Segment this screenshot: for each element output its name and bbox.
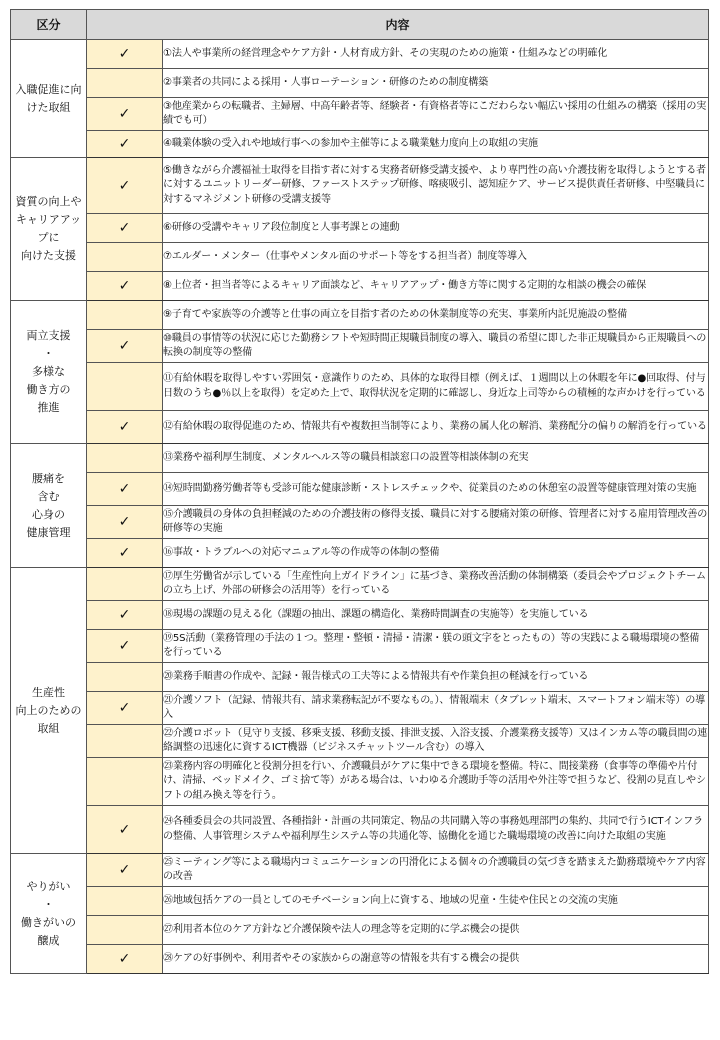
check-cell bbox=[87, 363, 163, 411]
table-row bbox=[11, 506, 709, 539]
category-label-line: 心身の bbox=[32, 507, 65, 521]
item-text: ⑰厚生労働省が示している「生産性向上ガイドライン」に基づき、業務改善活動の体制構築（委員会やプロジェクトチームの立ち上げ、外部の研修会の活用等）を行っている bbox=[163, 568, 709, 601]
table-row bbox=[11, 272, 709, 301]
table-row bbox=[11, 214, 709, 243]
checkmark-icon: ✓ bbox=[118, 700, 131, 716]
category-label-line: 取組 bbox=[37, 721, 60, 735]
category-label-line: 働き方の bbox=[26, 383, 71, 396]
checkmark-icon: ✓ bbox=[118, 338, 131, 354]
item-text: ⑱現場の課題の見える化（課題の抽出、課題の構造化、業務時間調査の実施等）を実施している bbox=[163, 601, 709, 630]
item-text: ⑨子育てや家族等の介護等と仕事の両立を目指す者のための休業制度等の充実、事業所内託児施設の整備 bbox=[163, 301, 709, 330]
checkmark-icon: ✓ bbox=[118, 607, 131, 623]
checkmark-icon: ✓ bbox=[118, 220, 131, 236]
checkmark-icon: ✓ bbox=[118, 419, 131, 435]
check-cell bbox=[87, 630, 163, 663]
check-cell bbox=[87, 601, 163, 630]
item-text: ⑩職員の事情等の状況に応じた勤務シフトや短時間正規職員制度の導入、職員の希望に即した非正規職員から正規職員への転換の制度等の整備 bbox=[163, 330, 709, 363]
item-text: ⑪有給休暇を取得しやすい雰囲気・意識作りのため、具体的な取得目標（例えば、１週間以上の休暇を年に●回取得、付与日数のうち●％以上を取得）を定めた上で、取得状況を定期的に確認し、身近な上司等からの積極的な声かけを行っている bbox=[163, 363, 709, 411]
category-label-line: 向けた支援 bbox=[21, 249, 76, 262]
item-text: ⑯事故・トラブルへの対応マニュアル等の作成等の体制の整備 bbox=[163, 539, 709, 568]
table-row bbox=[11, 158, 709, 214]
category-label-line: やりがい bbox=[26, 879, 71, 893]
table-row bbox=[11, 539, 709, 568]
category-label-line: 推進 bbox=[37, 401, 60, 414]
category-label-line: 入職促進に向 bbox=[15, 82, 82, 96]
category-label-line: 資質の向上や bbox=[15, 195, 82, 208]
header-category: 区分 bbox=[11, 10, 87, 40]
item-text: ㉔各種委員会の共同設置、各種指針・計画の共同策定、物品の共同購入等の事務処理部門の集約、共同で行うICTインフラの整備、人事管理システムや福利厚生システム等の共通化等、協働化を通じた職場環境の改善に向けた取組の実施 bbox=[163, 806, 709, 854]
table-row bbox=[11, 243, 709, 272]
item-text: ㉑介護ソフト（記録、情報共有、請求業務転記が不要なもの。）、情報端末（タブレット端末、スマートフォン端末等）の導入 bbox=[163, 692, 709, 725]
category-cell bbox=[11, 40, 87, 158]
check-cell bbox=[87, 444, 163, 473]
item-text: ⑧上位者・担当者等によるキャリア面談など、キャリアアップ・働き方等に関する定期的な相談の機会の確保 bbox=[163, 272, 709, 301]
checkmark-icon: ✓ bbox=[118, 862, 131, 878]
item-text: ⑫有給休暇の取得促進のため、情報共有や複数担当制等により、業務の属人化の解消、業務配分の偏りの解消を行っている bbox=[163, 411, 709, 444]
category-label-line: ・ bbox=[43, 347, 54, 360]
table-row bbox=[11, 692, 709, 725]
item-text: ㉕ミーティング等による職場内コミュニケーションの円滑化による個々の介護職員の気づきを踏まえた勤務環境やケア内容の改善 bbox=[163, 854, 709, 887]
category-cell bbox=[11, 158, 87, 301]
check-cell bbox=[87, 887, 163, 916]
item-text: ㉒介護ロボット（見守り支援、移乗支援、移動支援、排泄支援、入浴支援、介護業務支援等）又はインカム等の職員間の連絡調整の迅速化に資するICT機器（ビジネスチャットツール含む）の導入 bbox=[163, 725, 709, 758]
table-row bbox=[11, 916, 709, 945]
category-cell bbox=[11, 854, 87, 974]
checkmark-icon: ✓ bbox=[118, 46, 131, 62]
check-cell bbox=[87, 506, 163, 539]
checkmark-icon: ✓ bbox=[118, 481, 131, 497]
table-row bbox=[11, 330, 709, 363]
table-row bbox=[11, 69, 709, 98]
checkmark-icon: ✓ bbox=[118, 545, 131, 561]
table-row bbox=[11, 363, 709, 411]
requirements-table bbox=[10, 9, 709, 974]
table-row bbox=[11, 854, 709, 887]
check-cell bbox=[87, 158, 163, 214]
table-row bbox=[11, 725, 709, 758]
table-row bbox=[11, 945, 709, 974]
category-label-line: 含む bbox=[37, 489, 60, 503]
item-text: ㉖地域包括ケアの一員としてのモチベーション向上に資する、地域の児童・生徒や住民との交流の実施 bbox=[163, 887, 709, 916]
item-text: ⑳業務手順書の作成や、記録・報告様式の工夫等による情報共有や作業負担の軽減を行っている bbox=[163, 663, 709, 692]
item-text: ⑭短時間勤務労働者等も受診可能な健康診断・ストレスチェックや、従業員のための休憩室の設置等健康管理対策の実施 bbox=[163, 473, 709, 506]
item-text: ①法人や事業所の経営理念やケア方針・人材育成方針、その実現のための施策・仕組みなどの明確化 bbox=[163, 40, 709, 69]
check-cell bbox=[87, 568, 163, 601]
check-cell bbox=[87, 98, 163, 131]
category-cell bbox=[11, 444, 87, 568]
table-row bbox=[11, 630, 709, 663]
category-label-line: けた取組 bbox=[26, 100, 71, 114]
item-text: ⑥研修の受講やキャリア段位制度と人事考課との連動 bbox=[163, 214, 709, 243]
category-label-line: 腰痛を bbox=[32, 471, 65, 485]
item-text: ③他産業からの転職者、主婦層、中高年齢者等、経験者・有資格者等にこだわらない幅広い採用の仕組みの構築（採用の実績でも可） bbox=[163, 98, 709, 131]
table-row bbox=[11, 473, 709, 506]
item-text: ⑬業務や福利厚生制度、メンタルヘルス等の職員相談窓口の設置等相談体制の充実 bbox=[163, 444, 709, 473]
checkmark-icon: ✓ bbox=[118, 136, 131, 152]
check-cell bbox=[87, 214, 163, 243]
category-label-line: 両立支援 bbox=[26, 329, 71, 342]
header-row bbox=[11, 10, 709, 40]
category-label-line: 醸成 bbox=[37, 933, 60, 947]
category-cell bbox=[11, 301, 87, 444]
check-cell bbox=[87, 916, 163, 945]
checkmark-icon: ✓ bbox=[118, 278, 131, 294]
check-cell bbox=[87, 411, 163, 444]
item-text: ⑦エルダー・メンター（仕事やメンタル面のサポート等をする担当者）制度等導入 bbox=[163, 243, 709, 272]
check-cell bbox=[87, 758, 163, 806]
check-cell bbox=[87, 301, 163, 330]
category-label-line: 生産性 bbox=[32, 685, 65, 699]
item-text: ④職業体験の受入れや地域行事への参加や主催等による職業魅力度向上の取組の実施 bbox=[163, 131, 709, 158]
table-row bbox=[11, 568, 709, 601]
item-text: ㉘ケアの好事例や、利用者やその家族からの謝意等の情報を共有する機会の提供 bbox=[163, 945, 709, 974]
check-cell bbox=[87, 243, 163, 272]
check-cell bbox=[87, 69, 163, 98]
check-cell bbox=[87, 806, 163, 854]
check-cell bbox=[87, 945, 163, 974]
table-row bbox=[11, 301, 709, 330]
table-row bbox=[11, 444, 709, 473]
category-cell bbox=[11, 568, 87, 854]
checkmark-icon: ✓ bbox=[118, 951, 131, 967]
table-row bbox=[11, 663, 709, 692]
checkmark-icon: ✓ bbox=[118, 177, 131, 194]
item-text: ⑲5S活動（業務管理の手法の１つ。整理・整頓・清掃・清潔・躾の頭文字をとったもの）等の実践による職場環境の整備を行っている bbox=[163, 630, 709, 663]
checkmark-icon: ✓ bbox=[118, 106, 131, 122]
item-text: ②事業者の共同による採用・人事ローテーション・研修のための制度構築 bbox=[163, 69, 709, 98]
category-label-line: ・ bbox=[43, 897, 54, 911]
header-content: 内容 bbox=[87, 10, 709, 40]
check-cell bbox=[87, 473, 163, 506]
table-row bbox=[11, 40, 709, 69]
table-row bbox=[11, 887, 709, 916]
item-text: ㉗利用者本位のケア方針など介護保険や法人の理念等を定期的に学ぶ機会の提供 bbox=[163, 916, 709, 945]
item-text: ⑤働きながら介護福祉士取得を目指す者に対する実務者研修受講支援や、より専門性の高い介護技術を取得しようとする者に対するユニットリーダー研修、ファーストステップ研修、喀痰吸引、認知症ケア、サービス提供責任者研修、中堅職員に対するマネジメント研修の受講支援等 bbox=[163, 158, 709, 214]
category-label-line: キャリアアップに bbox=[15, 213, 82, 244]
table-row bbox=[11, 98, 709, 131]
table-row bbox=[11, 601, 709, 630]
check-cell bbox=[87, 725, 163, 758]
category-label-line: 向上のための bbox=[15, 703, 82, 717]
check-cell bbox=[87, 40, 163, 69]
checkmark-icon: ✓ bbox=[118, 638, 131, 654]
item-text: ㉓業務内容の明確化と役割分担を行い、介護職員がケアに集中できる環境を整備。特に、間接業務（食事等の準備や片付け、清掃、ベッドメイク、ゴミ捨て等）がある場合は、いわゆる介護助手等の活用や外注等で担うなど、役割の見直しやシフトの組み換え等を行う。 bbox=[163, 758, 709, 806]
table-row bbox=[11, 806, 709, 854]
check-cell bbox=[87, 131, 163, 158]
check-cell bbox=[87, 692, 163, 725]
check-cell bbox=[87, 663, 163, 692]
checkmark-icon: ✓ bbox=[118, 514, 131, 530]
checkmark-icon: ✓ bbox=[118, 821, 131, 838]
category-label-line: 健康管理 bbox=[26, 525, 71, 539]
item-text: ⑮介護職員の身体の負担軽減のための介護技術の修得支援、職員に対する腰痛対策の研修、管理者に対する雇用管理改善の研修等の実施 bbox=[163, 506, 709, 539]
table-row bbox=[11, 758, 709, 806]
check-cell bbox=[87, 330, 163, 363]
category-label-line: 働きがいの bbox=[21, 915, 76, 929]
check-cell bbox=[87, 854, 163, 887]
check-cell bbox=[87, 272, 163, 301]
table-row bbox=[11, 411, 709, 444]
table-row bbox=[11, 131, 709, 158]
check-cell bbox=[87, 539, 163, 568]
category-label-line: 多様な bbox=[32, 365, 65, 378]
